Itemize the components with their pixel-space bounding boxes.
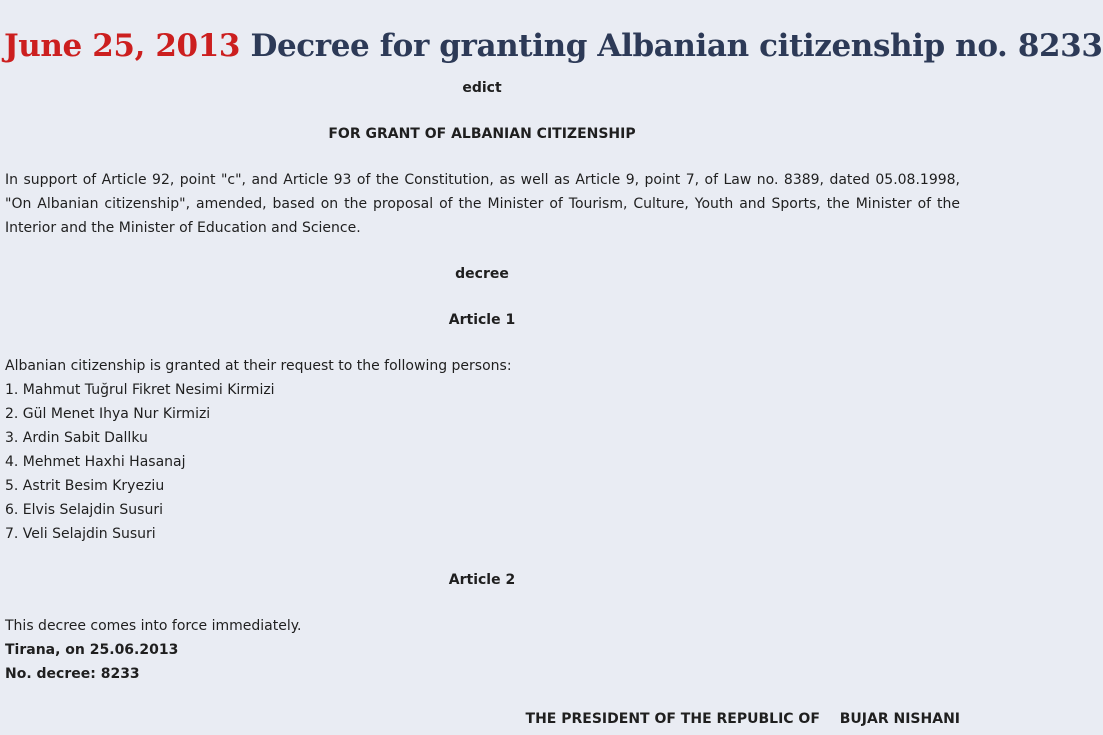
signature-block <box>526 707 960 731</box>
list-item: 7. Veli Selajdin Susuri <box>5 526 156 542</box>
decree-heading: decree <box>455 266 509 282</box>
article-1-intro: Albanian citizenship is granted at their request to the following persons: <box>5 358 512 374</box>
article-1-body <box>5 354 512 546</box>
page-title <box>4 22 1103 70</box>
list-item: 4. Mehmet Haxhi Hasanaj <box>5 454 186 470</box>
list-item: 3. Ardin Sabit Dallku <box>5 430 148 446</box>
decree-number: No. decree: 8233 <box>5 666 140 682</box>
edict-heading: edict <box>462 80 502 96</box>
article-1-heading: Article 1 <box>448 312 516 328</box>
president-title: THE PRESIDENT OF THE REPUBLIC OF <box>525 711 820 727</box>
title-date: June 25, 2013 <box>4 28 241 64</box>
title-name: Decree for granting Albanian citizenship no. 8233 <box>250 28 1103 64</box>
list-item: 6. Elvis Selajdin Susuri <box>5 502 163 518</box>
article-2-text: This decree comes into force immediately. <box>5 618 302 634</box>
list-item: 2. Gül Menet Ihya Nur Kirmizi <box>5 406 211 422</box>
place-date: Tirana, on 25.06.2013 <box>5 642 179 658</box>
article-2-heading: Article 2 <box>448 572 516 588</box>
president-name: BUJAR NISHANI <box>839 711 960 727</box>
preamble-paragraph: In support of Article 92, point "c", and Article 93 of the Constitution, as well as Article 9, point 7, of Law no. 8389, dated 05.08.1998, "On Albanian citizenship", amended, based on the proposal of the Minister of Tourism, Culture, Youth and Sports, the Minister of the Interior and the Minister of Education and Science. <box>5 172 960 236</box>
article-2-body <box>5 614 301 686</box>
subtitle-heading: FOR GRANT OF ALBANIAN CITIZENSHIP <box>328 126 636 142</box>
list-item: 5. Astrit Besim Kryeziu <box>5 478 165 494</box>
list-item: 1. Mahmut Tuğrul Fikret Nesimi Kirmizi <box>5 382 275 398</box>
